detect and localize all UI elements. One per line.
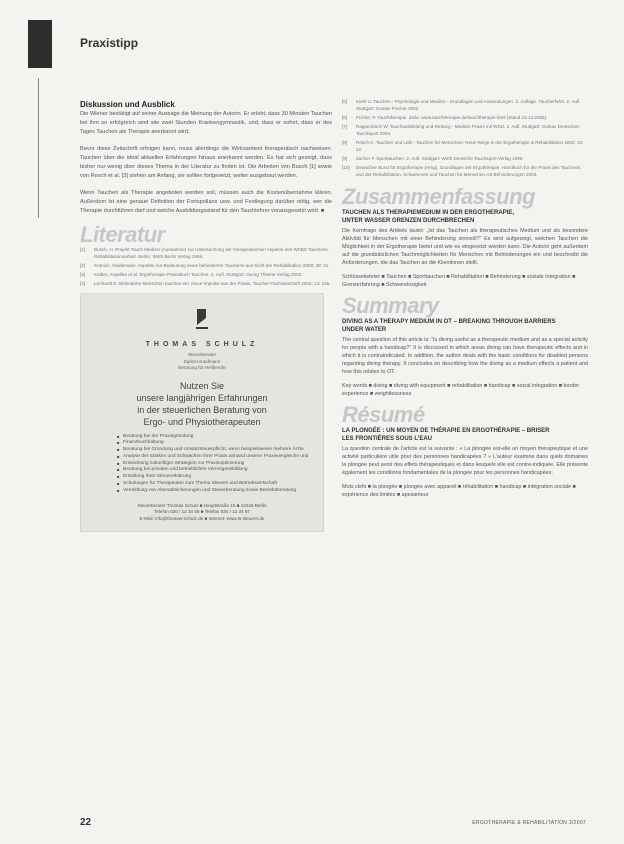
- reference-text: Deutscher Bund für Ergotherapie (Hrsg). Grundlagen der Ergotherapie. Handbuch für die Praxis des Tauchens und der Rehabilitation. Schwimmen und Tauchen für Menschen mit Behinderungen 2003.: [356, 165, 581, 177]
- page-number: 22: [80, 817, 92, 828]
- ad-service-item: ■ Entwicklung zukünftiger Strategien zur Praxisoptimierung: [123, 461, 315, 468]
- discussion-heading: Diskussion und Ausblick: [80, 100, 175, 109]
- reference-text: Resch K. Tauchen und Leib - Tauchen für Menschen: Neue Wege in der Ergotherapie & Rehabilitation 2002; 42: 22.: [356, 140, 584, 152]
- ad-service-item: ■ Beratung bei der Praxisgründung: [123, 434, 315, 441]
- ad-contact-phone: Telefon 030 / 12 34 56 ■ Telefax 030 / 12 34 57: [154, 509, 250, 515]
- resume-heading: Résumé: [342, 402, 425, 427]
- brand-subtitle: [89, 352, 315, 372]
- reference-item: [342, 155, 588, 162]
- reference-text: Zacher F. Sporttauchen. 2. Aufl. Stuttgart: Wirth Deutsche Tauchsport Verlag 1996.: [356, 156, 524, 161]
- reference-number: [10]: [342, 165, 350, 170]
- reference-item: [80, 271, 332, 278]
- reference-text: Pichler, P. Tauchtherapie. Ziele. www.tauchtherapie.de/tauchtherapie.html (Stand 15.12.2006).: [356, 115, 548, 120]
- ad-service-item: ■ Beratung bei privaten und betrieblichen Vermögensbildung: [123, 467, 315, 474]
- ad-contact-web: E-Mail: info@thomas-schulz.de ■ Internet: www.ts-steuern.de: [139, 516, 265, 522]
- advertisement-box: [80, 293, 324, 532]
- ad-service-item: ■ Beratung bei Gründung und Umsatzsteuerpflicht, wenn beispielsweise mehrere Ärzte: [123, 447, 315, 454]
- discussion-para-3-text: Wenn Tauchen als Therapie angeboten werden soll, müssen auch die Kostenübernahme klären. Außerdem ist eine genaue Definition der Fortspollans usw. und Festlegung darüber nötig, wer die Therapie durchführen darf und welche Ausbildungsstand für den Tauchlehrer vorausgesetzt wird.: [80, 190, 332, 214]
- ad-headline-line: in der steuerlichen Beratung von: [137, 404, 267, 415]
- zusammenfassung-text: Die Kernfrage des Artikels lautet: „Ist das Tauchen als therapeutisches Medium und als besondere Aktivität für Menschen mit einer Behinderung sinnvoll?“ Es wird aufgezeigt, welchen Tauchen die Möglichkeit in der Ergotherapie bietet und wie es eingesetzt werden kann. Die Autorin geht außerdem auf die grundsätzlichen Tauchmöglichkeiten für Menschen mit Behinderungen ein und beschreibt die Anforderungen, die das Tauchen an die Klientinnen stellt.: [342, 228, 588, 266]
- journal-footer: ERGOTHERAPIE & REHABILITATION 3/2007: [472, 820, 586, 826]
- zusammenfassung-subtitle: [342, 209, 588, 225]
- ad-service-list: [89, 434, 315, 495]
- reference-number: [3]: [80, 272, 86, 277]
- reference-number: [2]: [80, 263, 86, 268]
- reference-number: [6]: [342, 115, 348, 120]
- reference-item: [80, 280, 332, 287]
- reference-number: [8]: [342, 140, 348, 145]
- subtitle-line: UNDER WATER: [342, 327, 387, 333]
- reference-number: [4]: [80, 281, 86, 286]
- reference-number: [7]: [342, 124, 348, 129]
- left-column: [80, 100, 332, 532]
- brand-name: THOMAS SCHULZ: [145, 341, 259, 348]
- ad-headline-line: Ergo- und Physiotherapeuten: [143, 416, 261, 427]
- literatur-list: [80, 246, 332, 287]
- discussion-para-2: Bevor diese Zeitschrift erfolgen kann, muss allerdings die Wirksamkeit therapeutisch nachweisen. Tauchen über die ideal aktuellen Erfahrungen hinaus anerkannt werden. Es hat sich gezeigt, dass bisher nur wenig über dieses Thema in der Literatur zu finden ist. Die Arbeiten von Busch [1] sowie von Resch et al. [3] stehen am Anfang, sie sollten fortgesetzt, weiter ausgebaut werden.: [80, 146, 332, 179]
- literatur-heading: Literatur: [80, 222, 165, 247]
- reference-item: [342, 98, 588, 112]
- zusammenfassung-keywords: Schlüsselwörter ■ Tauchen ■ Sporttauchen ■ Rehabilitation ■ Behinderung ■ soziale Integration ■ Grenzerfahrung ■ Schwerelosigkeit: [342, 274, 576, 288]
- summary-subtitle: [342, 318, 588, 334]
- brand-logo-icon: [192, 308, 212, 330]
- ad-contact: [89, 503, 315, 523]
- resume-subtitle: [342, 427, 588, 443]
- subtitle-line: DIVING AS A THERAPY MEDIUM IN OT – BREAKING THROUGH BARRIERS: [342, 319, 556, 325]
- end-mark: ■: [320, 208, 325, 214]
- zusammenfassung-heading: Zusammenfassung: [342, 184, 535, 209]
- summary-text: The central question of this article is: “Is diving useful as a therapeutic medium and as a special activity for people with a handicap?” It is discussed in which areas diving can have therapeutic effects and in which it is contraindicated. In addition, the author deals with the basic conditions for disabled persons regarding diving therapy. It concludes on describing how the diving as a medium effects a patient and how this relates to OT.: [342, 337, 588, 375]
- resume-text: La question centrale de l’article est la suivante : « La plongée est-elle un moyen thérapeutique et une activité particulière utile pour des personnes handicapées ? » L’auteur examine dans quels domaines la plongée peut avoir des effets thérapeutiques et dans lesquels elle est contre-indiquée. Elle présente également les conditions fondamentales de la plongée pour les personnes handicapées.: [342, 446, 588, 476]
- right-column: [342, 98, 588, 505]
- reference-item: [342, 123, 588, 137]
- margin-rule: [38, 78, 39, 218]
- reference-number: [5]: [342, 99, 348, 104]
- brand-subtitle-line: Beratung für Heilberufe: [178, 365, 226, 370]
- discussion-para-3: [80, 189, 332, 216]
- reference-text: Kranich, Heidemarie. Aspekte zur Bedeutung eines behinderten Tauchens aus Sicht der Rehabilitation 2008; 38: 41.: [94, 263, 330, 268]
- ad-service-item: ■ Vermittlung von Altersabsicherungen und Steuerberatung sowie Betriebsberatung: [123, 488, 315, 495]
- ad-headline: [89, 380, 315, 428]
- reference-item: [342, 114, 588, 121]
- ad-service-item: ■ Erstellung Ihrer Steuererklärung: [123, 474, 315, 481]
- reference-text: Rappenbach W. Tauchausbildung und Rettung - Medizin Praxis mit WSD. 2. Aufl. Stuttgart: Gustav Deutschen Tauchsport 2004.: [356, 124, 580, 136]
- reference-number: [1]: [80, 247, 86, 252]
- reference-text: Busch, H. Projekt Tauch Medizin (Ausnahme) zur Untersuchung der therapeutischen Aspekte des WSBS Tauchens. Rehabilitationsarbeit. Berlin: Wirth Berlin Verlag 1999.: [94, 247, 329, 259]
- resume-keywords: Mots clefs ■ la plongée ■ plongée avec appareil ■ réhabilitation ■ handicap ■ intégration sociale ■ expérience des limites ■ apesanteur: [342, 484, 576, 498]
- subtitle-line: TAUCHEN ALS THERAPIEMEDIUM IN DER ERGOTHERAPIE,: [342, 210, 515, 216]
- reference-text: Kiehl U. Tauchen - Psychologie und Medizin - Grundlagen und Anwendungen. 2. Auflage. Taucherfahrt. 2. Aufl. Stuttgart: Gustav Fischer 2002.: [356, 99, 581, 111]
- subtitle-line: LES FRONTIÈRES SOUS L’EAU: [342, 436, 433, 442]
- brand-subtitle-line: Diplom-Kaufmann: [183, 358, 221, 364]
- reference-item: [80, 246, 332, 260]
- ad-service-item: ■ Schulungen für Therapeuten zum Thema Steuern und Betriebswirtschaft: [123, 481, 315, 488]
- ad-headline-line: unsere langjährigen Erfahrungen: [136, 392, 268, 403]
- reference-list-continued: [342, 98, 588, 178]
- reference-text: Kettler, Angelika et al. Ergotherapie Praxisbuch Tauchen. 2. Aufl. Stuttgart: Georg Thieme Verlag 2002.: [94, 272, 303, 277]
- reference-number: [9]: [342, 156, 348, 161]
- ad-contact-address: Steuerberater Thomas Schulz ■ Hauptstraße 15 ■ 12345 Berlin: [137, 502, 267, 508]
- ad-service-item: ■ Analyse der Stärken und Schwächen Ihrer Praxis anhand unserer Praxisvergleiche und: [123, 454, 315, 461]
- section-label: Praxistipp: [80, 36, 139, 50]
- brand-subtitle-line: Steuerberater: [187, 352, 217, 357]
- subtitle-line: UNTER WASSER GRENZEN DURCHBRECHEN: [342, 218, 475, 224]
- ad-service-item: ■ Finanzbuchhaltung: [123, 440, 315, 447]
- summary-keywords: Key words ■ diving ■ diving with equipment ■ rehabilitation ■ handicap ■ social integration ■ border experience ■ weightlessness: [342, 383, 580, 397]
- reference-item: [342, 139, 588, 153]
- reference-item: [80, 262, 332, 269]
- subtitle-line: LA PLONGÉE : UN MOYEN DE THÉRAPIE EN ERGOTHÉRAPIE – BRISER: [342, 428, 550, 434]
- ad-headline-line: Nutzen Sie: [179, 380, 225, 391]
- summary-heading: Summary: [342, 293, 439, 318]
- corner-marker: [28, 20, 52, 68]
- reference-text: Lenhardt E. Behinderte Menschen tauchen ein. Neue Impulse aus der Praxis. Taucher Fachzeitschrift 2003; 14: 245.: [94, 281, 331, 286]
- reference-item: [342, 164, 588, 178]
- discussion-para-1: Die Wiener bestätigt auf seiner Aussage die Meinung der Autorin. Er erlebt, dass 30 Minuten Tauchen bei ihm so erfolgreich sind wie zwei Stunden Krankengymnastik, und, dass er sofort, dass er des Tages Tauchen als Therapie anerkannt wird.: [80, 111, 332, 135]
